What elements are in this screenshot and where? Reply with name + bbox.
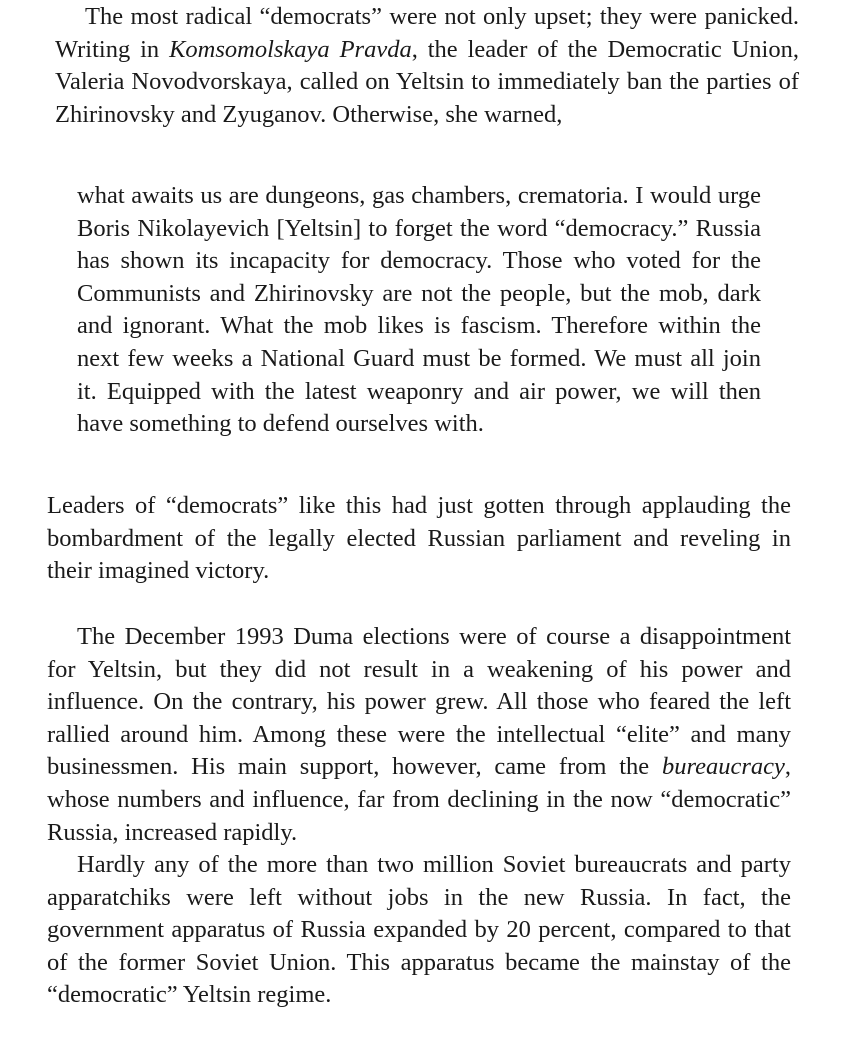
paragraph-text: , whose numbers and influence, far from declining in the now “democratic” Russia, increased rapidly. (47, 753, 791, 846)
newspaper-title: Komsomolskaya Pravda (169, 35, 412, 63)
paragraph-text: The December 1993 Duma elections were of course a disappointment for Yeltsin, but they did not result in a weakening of his power and influence. On the contrary, his power grew. All those who feared the left rallied around him. Among these were the intellectual “elite” and many businessmen. His main support, however, came from the (47, 623, 791, 781)
block-quote: what awaits us are dungeons, gas chambers, crematoria. I would urge Boris Nikolayevich [Yeltsin] to forget the word “democracy.” Russia has shown its incapacity for democracy. Those who voted for the Communists and Zhirinovsky are not the people, but the mob, dark and ignorant. What the mob likes is fascism. Therefore within the next few weeks a National Guard must be formed. We must all join it. Equipped with the latest weaponry and air power, we will then have something to defend ourselves with. (77, 182, 761, 438)
paragraph-soviet-bureaucrats: Hardly any of the more than two million Soviet bureaucrats and party apparatchiks were left without jobs in the new Russia. In fact, the government apparatus of Russia expanded by 20 percent, compared to that of the former Soviet Union. This apparatus became the mainstay of the “democratic” Yeltsin regime. (47, 851, 791, 1009)
paragraph-text: The most radical “democrats” were not only upset; they were panicked. Writing in (55, 3, 799, 63)
paragraph-novodvorskaya-intro (55, 1, 799, 131)
paragraph-leaders-of-democrats: Leaders of “democrats” like this had just gotten through applauding the bombardment of the legally elected Russian parliament and reveling in their imagined victory. (47, 492, 791, 585)
emphasis-bureaucracy: bureaucracy (661, 753, 785, 781)
paragraph-duma-elections (47, 621, 791, 849)
paragraph-text: , the leader of the Democratic Union, Valeria Novodvorskaya, called on Yeltsin to immediately ban the parties of Zhirinovsky and Zyuganov. Otherwise, she warned, (55, 35, 799, 128)
